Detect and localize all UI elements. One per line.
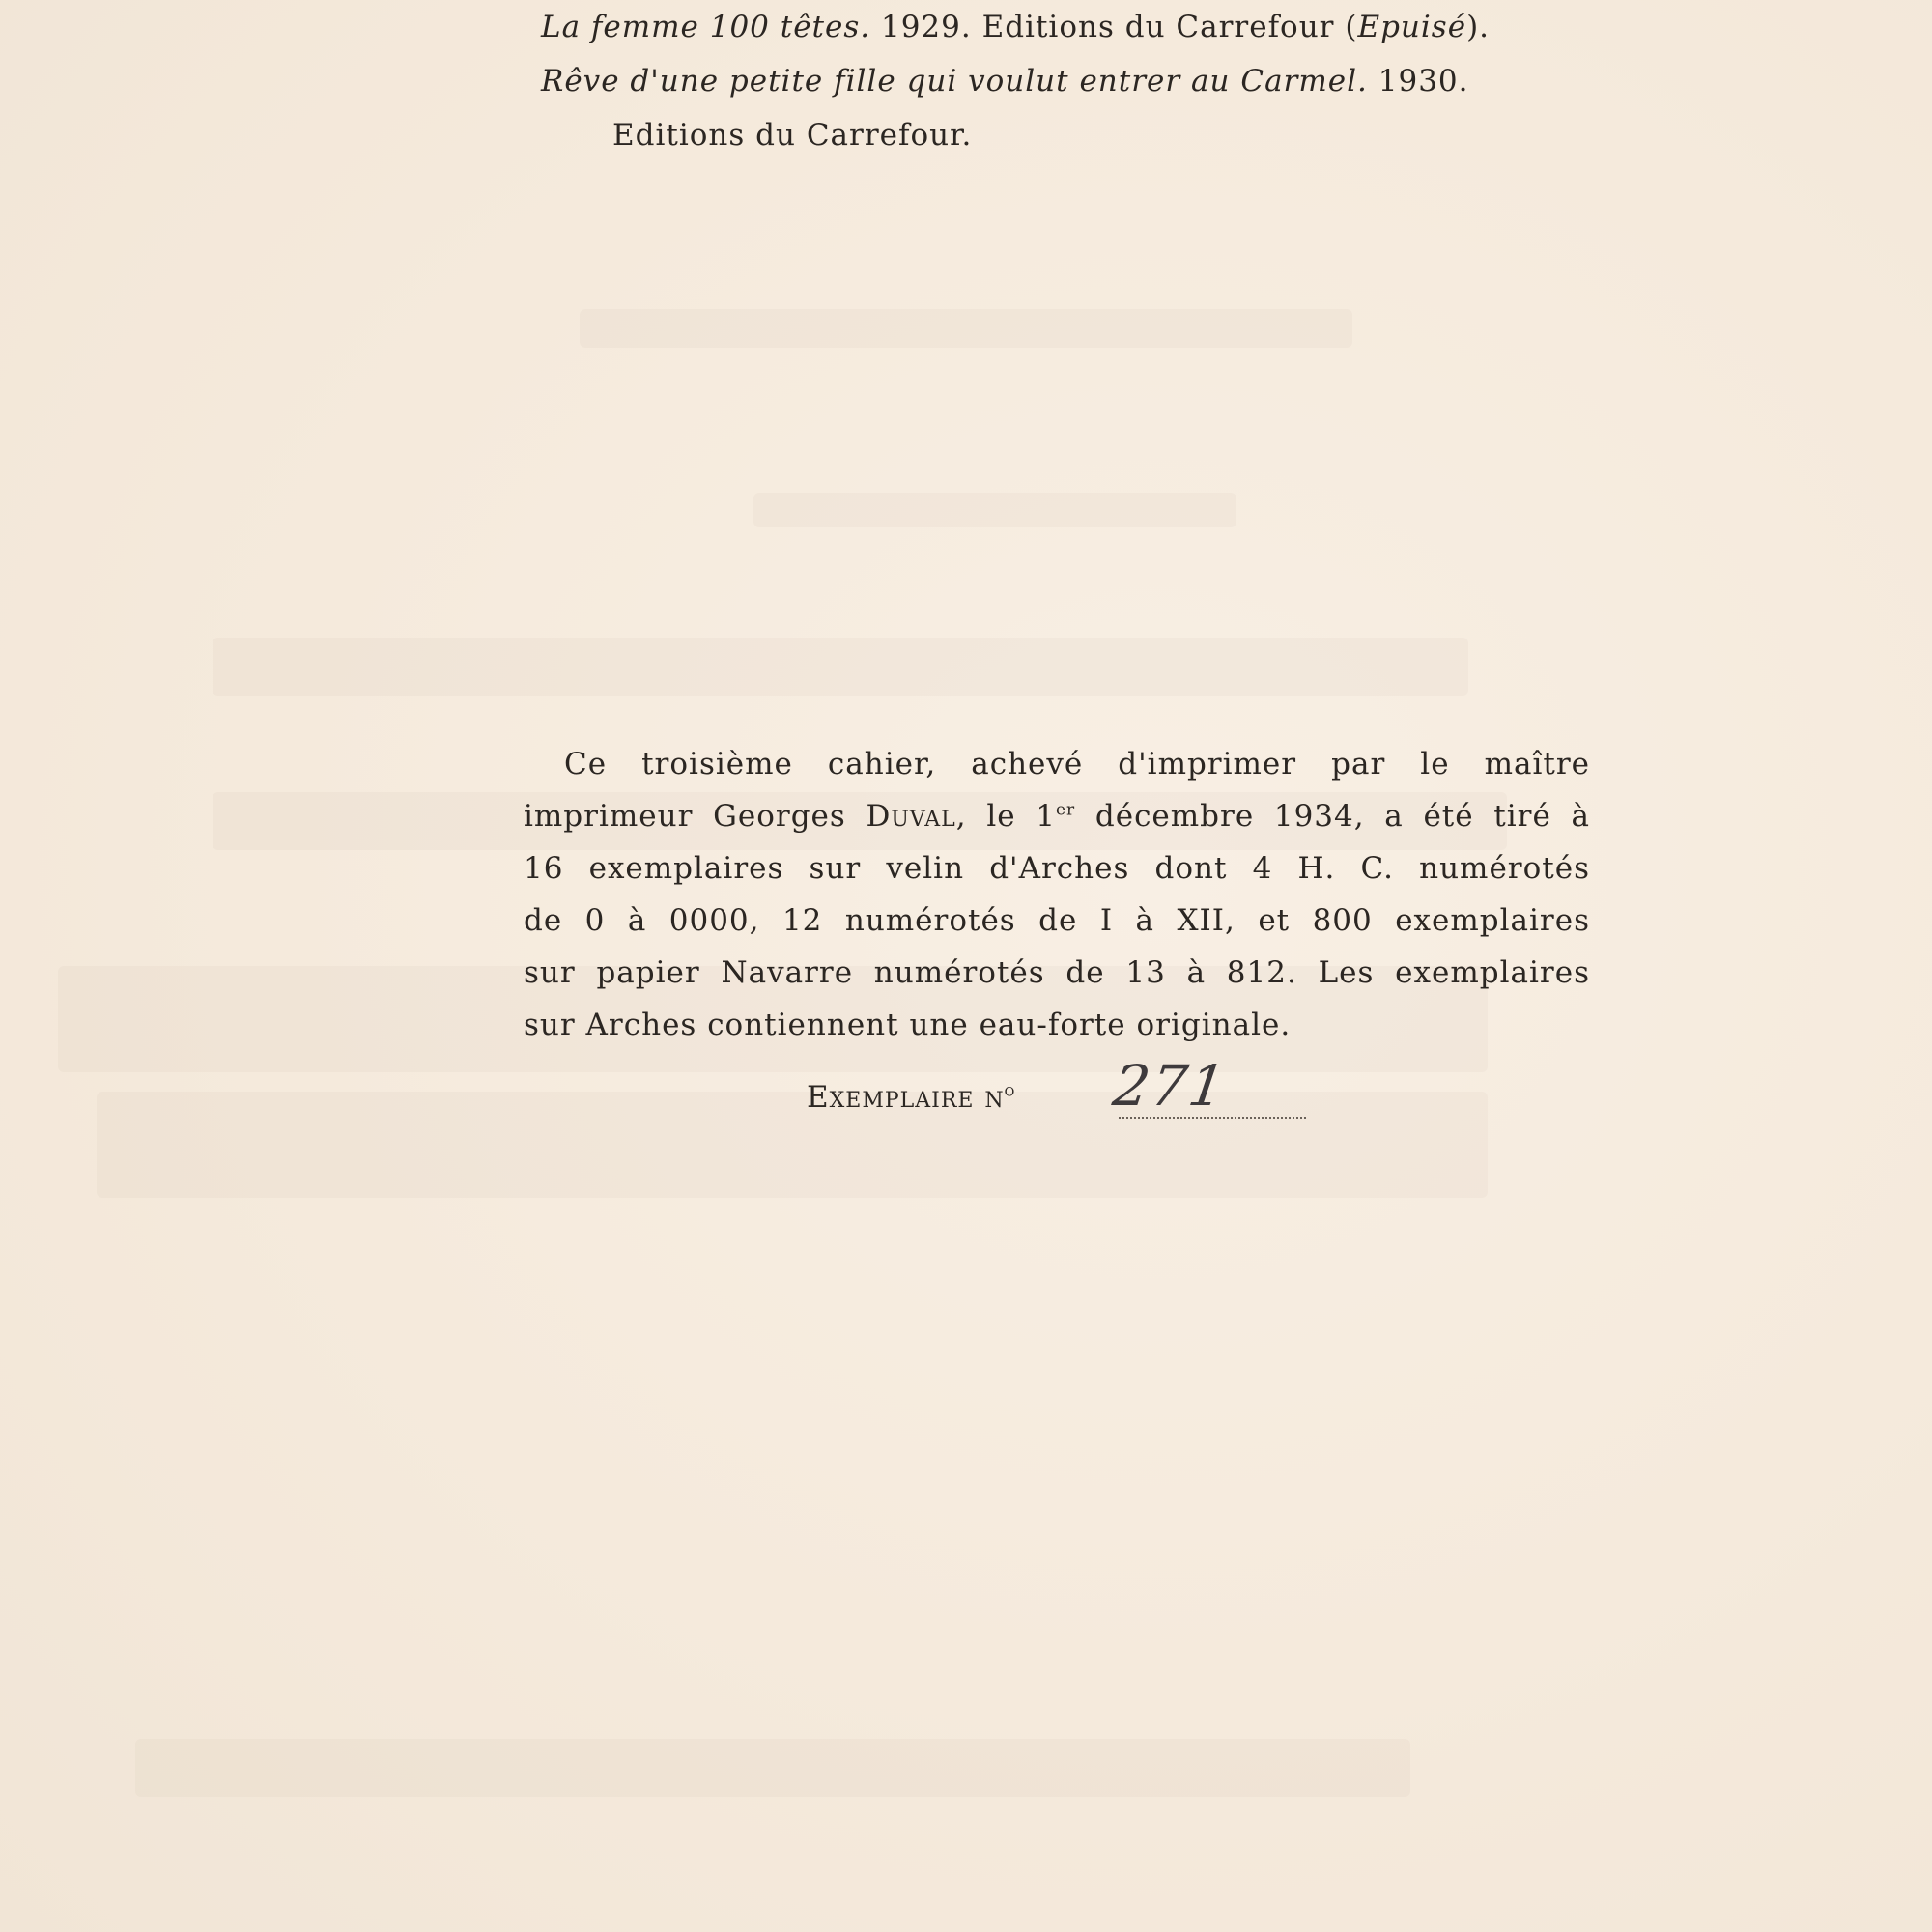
work-title: Rêve d'une petite fille qui voulut entrer au Carmel.: [541, 64, 1368, 99]
handwritten-copy-number: 271: [1109, 1053, 1232, 1119]
ordinal-superscript: er: [1056, 800, 1076, 820]
bibliography: [541, 0, 1681, 162]
copy-number-label: Exemplaire $n^o$: [807, 1080, 1016, 1115]
colophon-line: sur papier Navarre numérotés de 13 à 812. Les exemplaires: [524, 955, 1590, 990]
work-status: Epuisé: [1357, 10, 1467, 44]
copy-number: [807, 1053, 1309, 1128]
colophon-line: [524, 790, 1590, 842]
colophon-text: imprimeur Georges: [524, 799, 867, 834]
work-details-close: ).: [1466, 10, 1491, 44]
colophon-text: , le 1: [955, 799, 1056, 834]
degree-mark: o: [1004, 1080, 1016, 1101]
bibliography-entry-continuation: Editions du Carrefour.: [612, 118, 973, 153]
colophon-line: de 0 à 0000, 12 numérotés de I à XII, et 800 exemplaires: [524, 903, 1590, 938]
printer-name: Duval: [866, 799, 956, 834]
colophon-line: sur Arches contiennent une eau-forte originale.: [524, 1008, 1292, 1042]
colophon-text: décembre 1934, a été tiré à: [1075, 799, 1591, 834]
work-details: 1930.: [1367, 64, 1469, 99]
colophon-line: 16 exemplaires sur velin d'Arches dont 4 H. C. numérotés: [524, 851, 1590, 886]
colophon-line: Ce troisième cahier, achevé d'imprimer par le maître: [564, 747, 1590, 781]
bibliography-entry: [541, 54, 1681, 108]
work-details: 1929. Editions du Carrefour (: [870, 10, 1358, 44]
bibliography-entry: [541, 0, 1681, 54]
work-title: La femme 100 têtes.: [541, 10, 871, 44]
colophon: [524, 738, 1590, 1051]
